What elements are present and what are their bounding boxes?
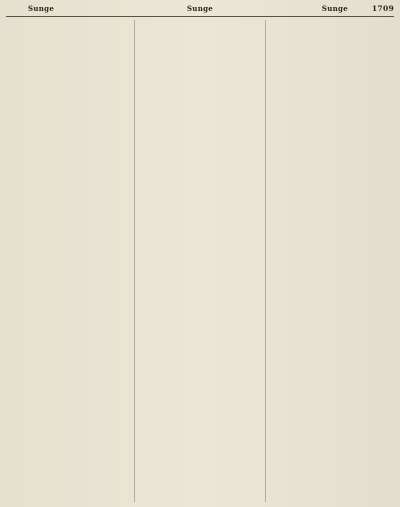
column-left xyxy=(7,20,131,504)
page-header xyxy=(6,4,394,16)
header-rule xyxy=(6,16,394,17)
column-middle xyxy=(137,20,261,504)
header-center-word: Sunge xyxy=(186,4,214,13)
column-right xyxy=(268,20,392,504)
column-separator xyxy=(134,20,135,502)
page-number: 1709 xyxy=(371,4,394,13)
column-separator xyxy=(265,20,266,502)
header-right-word: Sunge xyxy=(321,4,348,13)
header-left-word: Sunge xyxy=(28,4,55,13)
